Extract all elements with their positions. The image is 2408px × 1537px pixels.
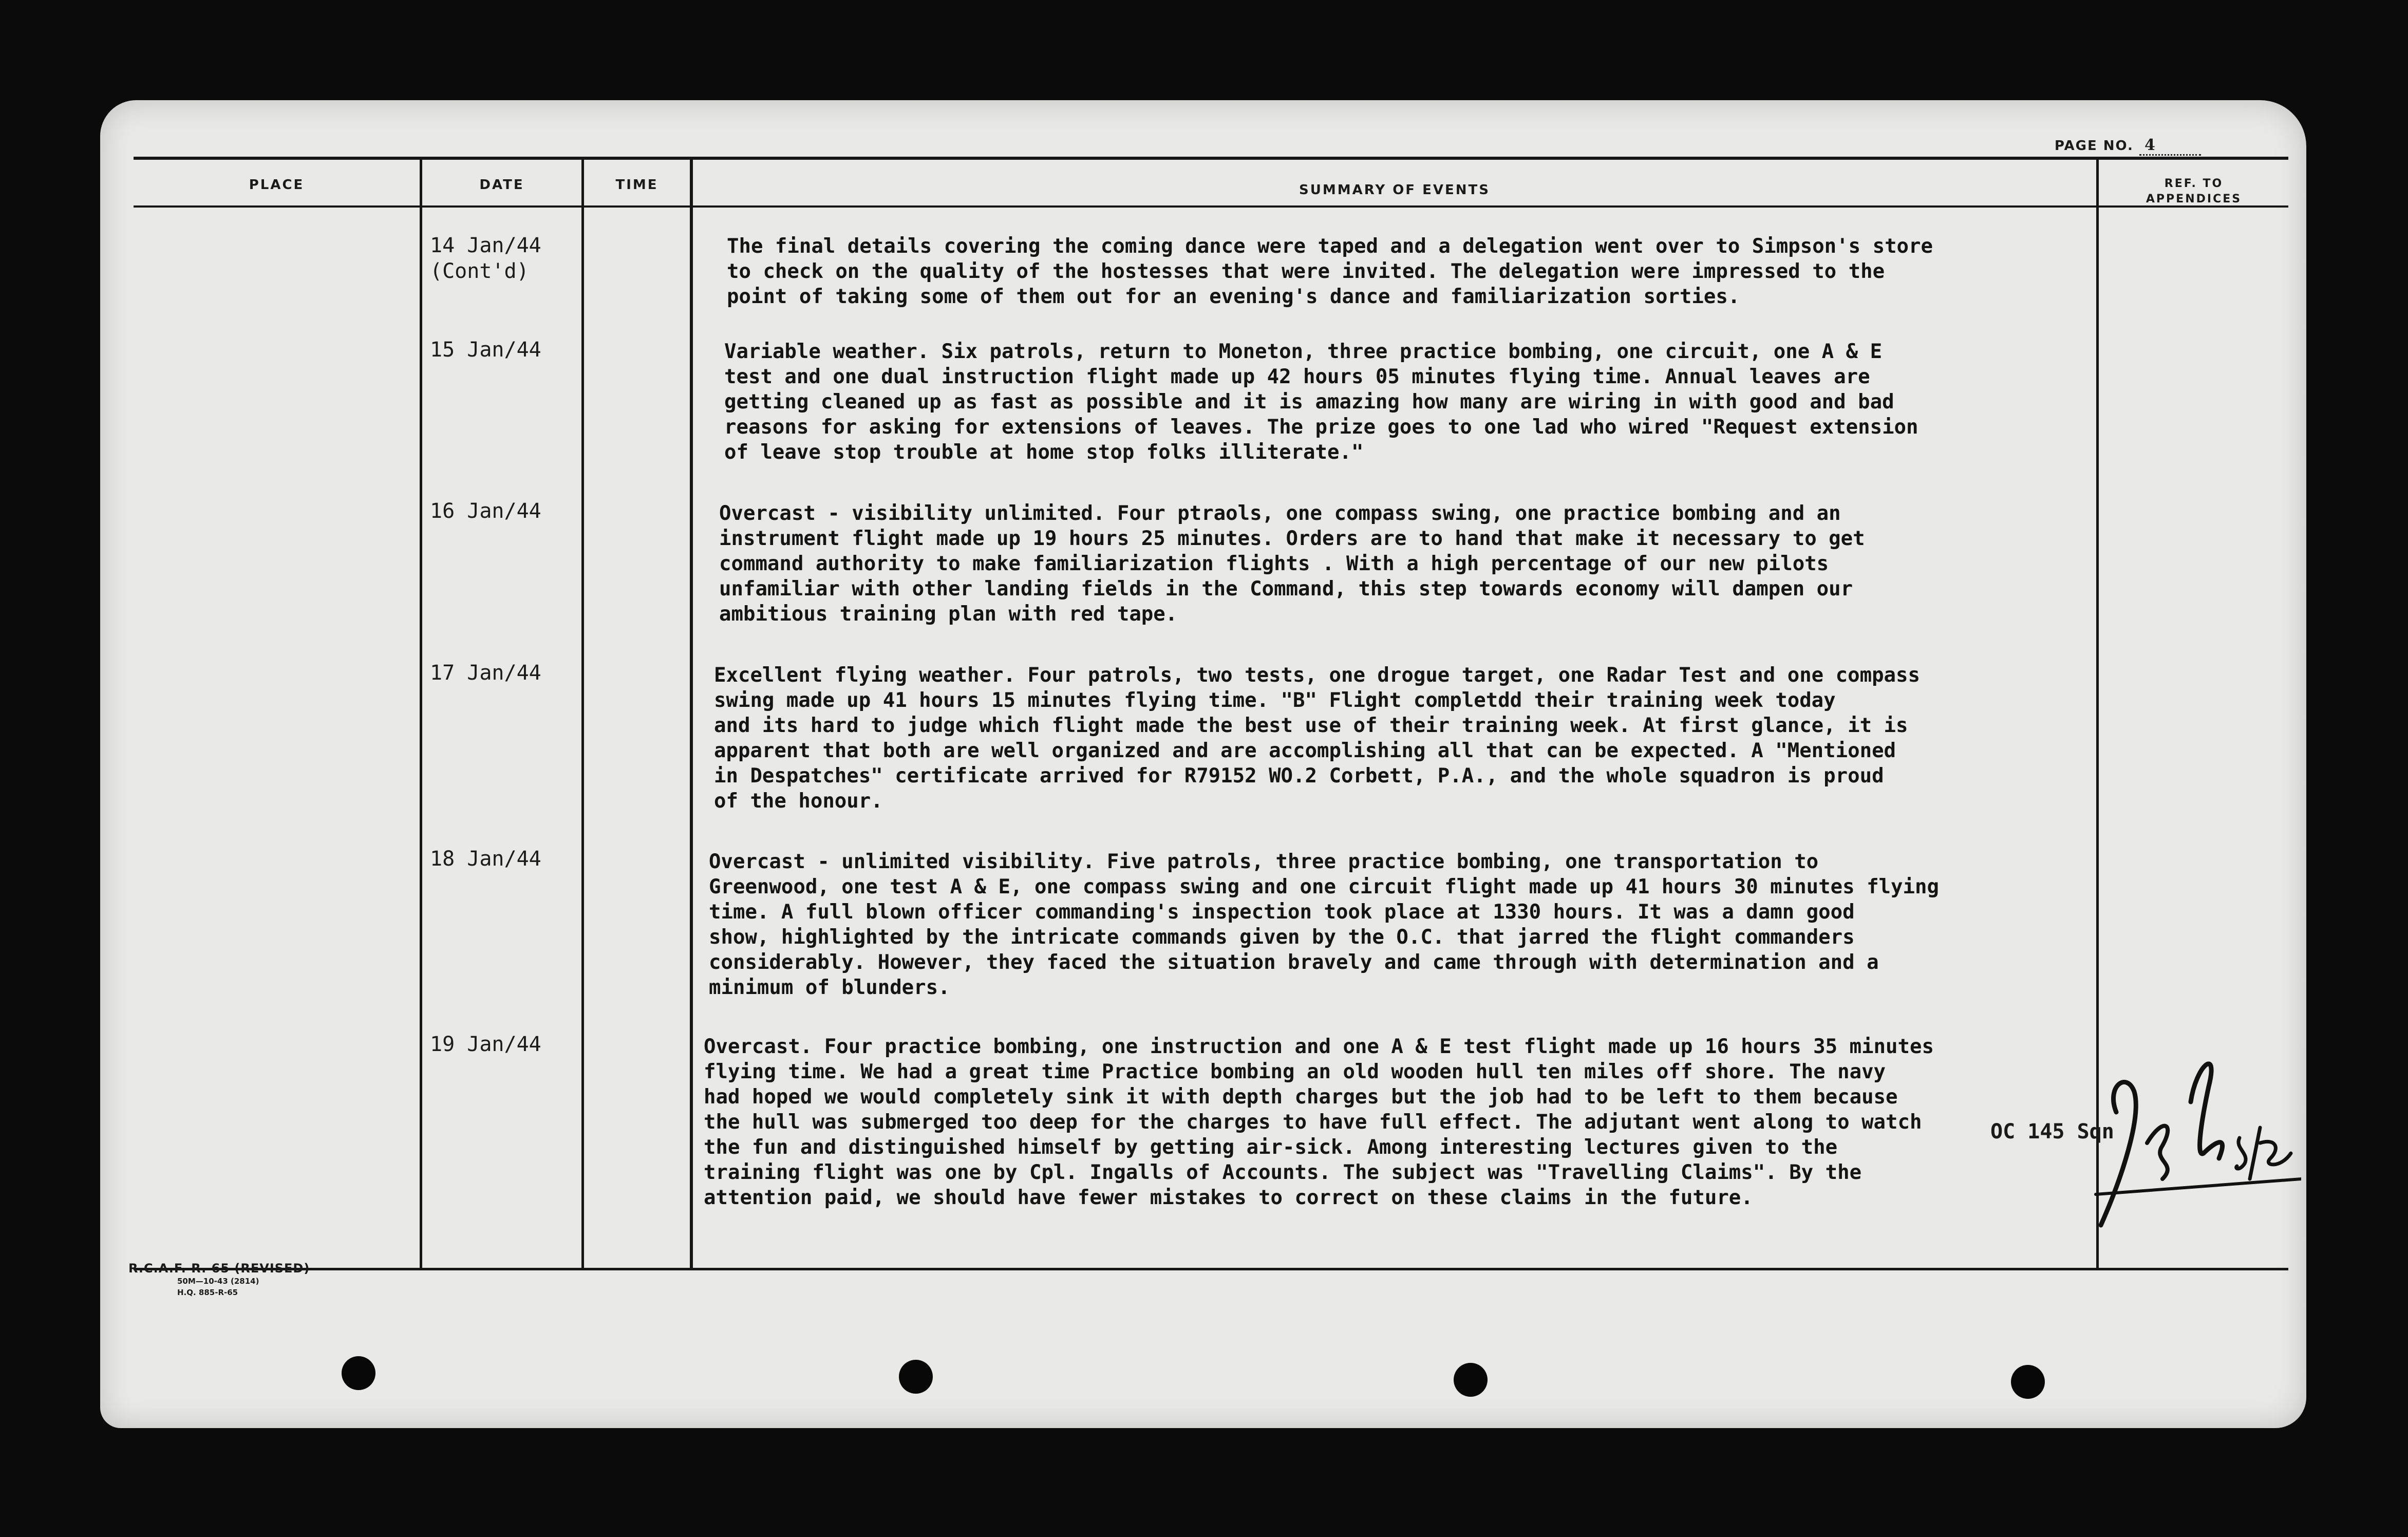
signature-caption: OC 145 Sqn — [1990, 1120, 2114, 1144]
form-identifier — [128, 1261, 310, 1298]
entry-summary: Overcast - unlimited visibility. Five patrols, three practice bombing, one transportation to Greenwood, one test A & E, one compass swing and one circuit flight made up 41 hours 30 minutes flying time. A full blown officer commanding's inspection took place at 1330 hours. It was a damn good show, highlighted by the intricate commands given by the O.C. that jarred the flight commanders considerably. However, they faced the situation bravely and came through with determination and a minimum of blunders. — [709, 850, 1939, 999]
entry-summary: Overcast - visibility unlimited. Four ptraols, one compass swing, one practice bombing and an instrument flight made up 19 hours 25 minutes. Orders are to hand that make it necessary to get command authority to make familiarization flights . With a high percentage of our new pilots unfamiliar with other landing fields in the Command, this step towards economy will dampen our ambitious training plan with red tape. — [719, 502, 1865, 626]
binder-hole — [342, 1356, 375, 1390]
page-number — [2055, 136, 2201, 156]
form-id-line2: 50M—10-43 (2814) — [177, 1277, 259, 1286]
binder-hole — [2011, 1365, 2045, 1399]
header-top-rule — [134, 157, 2288, 160]
footer-rule — [134, 1268, 2288, 1270]
page-number-label: PAGE NO. — [2054, 138, 2134, 154]
entry-summary: The final details covering the coming dance were taped and a delegation went over to Simpson's store to check on the quality of the hostesses that were invited. The delegation were impressed to the point of taking some of them out for an evening's dance and familiarization sorties. — [727, 235, 1933, 308]
page-number-value: 4 — [2139, 136, 2201, 156]
binder-hole — [1454, 1363, 1488, 1397]
entry-date: 14 Jan/44 (Cont'd) — [430, 234, 541, 283]
column-header-ref-line1: REF. TO — [2164, 177, 2224, 190]
header-bottom-rule — [134, 205, 2288, 208]
column-header-date: DATE — [479, 177, 524, 193]
column-header-summary: SUMMARY OF EVENTS — [1299, 182, 1490, 198]
entry-summary: Overcast. Four practice bombing, one instruction and one A & E test flight made up 16 hours 35 minutes flying time. We had a great time Practice bombing an old wooden hull ten miles off shore. The navy had hoped we would completely sink it with depth charges but the job had to be left to them because the hull was submerged too deep for the charges to have full effect. The adjutant went along to watch the fun and distinguished himself by getting air-sick. Among interesting lectures given to the training flight was one by Cpl. Ingalls of Accounts. The subject was "Travelling Claims". By the attention paid, we should have fewer mistakes to correct on these claims in the future. — [704, 1035, 1934, 1209]
diary-sheet — [100, 100, 2306, 1428]
handwritten-signature — [2085, 1025, 2301, 1241]
column-divider-time-summary — [690, 157, 693, 1270]
column-header-place: PLACE — [249, 177, 305, 193]
entry-summary: Excellent flying weather. Four patrols, two tests, one drogue target, one Radar Test and one compass swing made up 41 hours 15 minutes flying time. "B" Flight completdd their training week today and its hard to judge which flight made the best use of their training week. At first glance, it is apparent that both are well organized and are accomplishing all that can be expected. A "Mentioned in Despatches" certificate arrived for R79152 WO.2 Corbett, P.A., and the whole squadron is proud of the honour. — [714, 664, 1920, 813]
form-id-line1: R.C.A.F. R. 65 (REVISED) — [128, 1261, 310, 1276]
entry-date: 17 Jan/44 — [430, 661, 541, 685]
entry-summary: Variable weather. Six patrols, return to Moneton, three practice bombing, one circuit, one A & E test and one dual instruction flight made up 42 hours 05 minutes flying time. Annual leaves are getting cleaned up as fast as possible and it is amazing how many are wiring in with good and bad reasons for asking for extensions of leaves. The prize goes to one lad who wired "Request extension of leave stop trouble at home stop folks illiterate." — [724, 340, 1918, 464]
entry-date: 15 Jan/44 — [430, 338, 541, 362]
column-header-time: TIME — [615, 177, 659, 193]
column-header-ref-line2: APPENDICES — [2146, 193, 2242, 205]
entry-date: 16 Jan/44 — [430, 499, 541, 523]
binder-hole — [899, 1360, 933, 1394]
form-id-line3: H.Q. 885-R-65 — [177, 1288, 238, 1297]
column-divider-date-time — [581, 157, 584, 1270]
entry-date: 18 Jan/44 — [430, 847, 541, 871]
column-divider-place-date — [420, 157, 422, 1270]
entry-date: 19 Jan/44 — [430, 1033, 541, 1056]
